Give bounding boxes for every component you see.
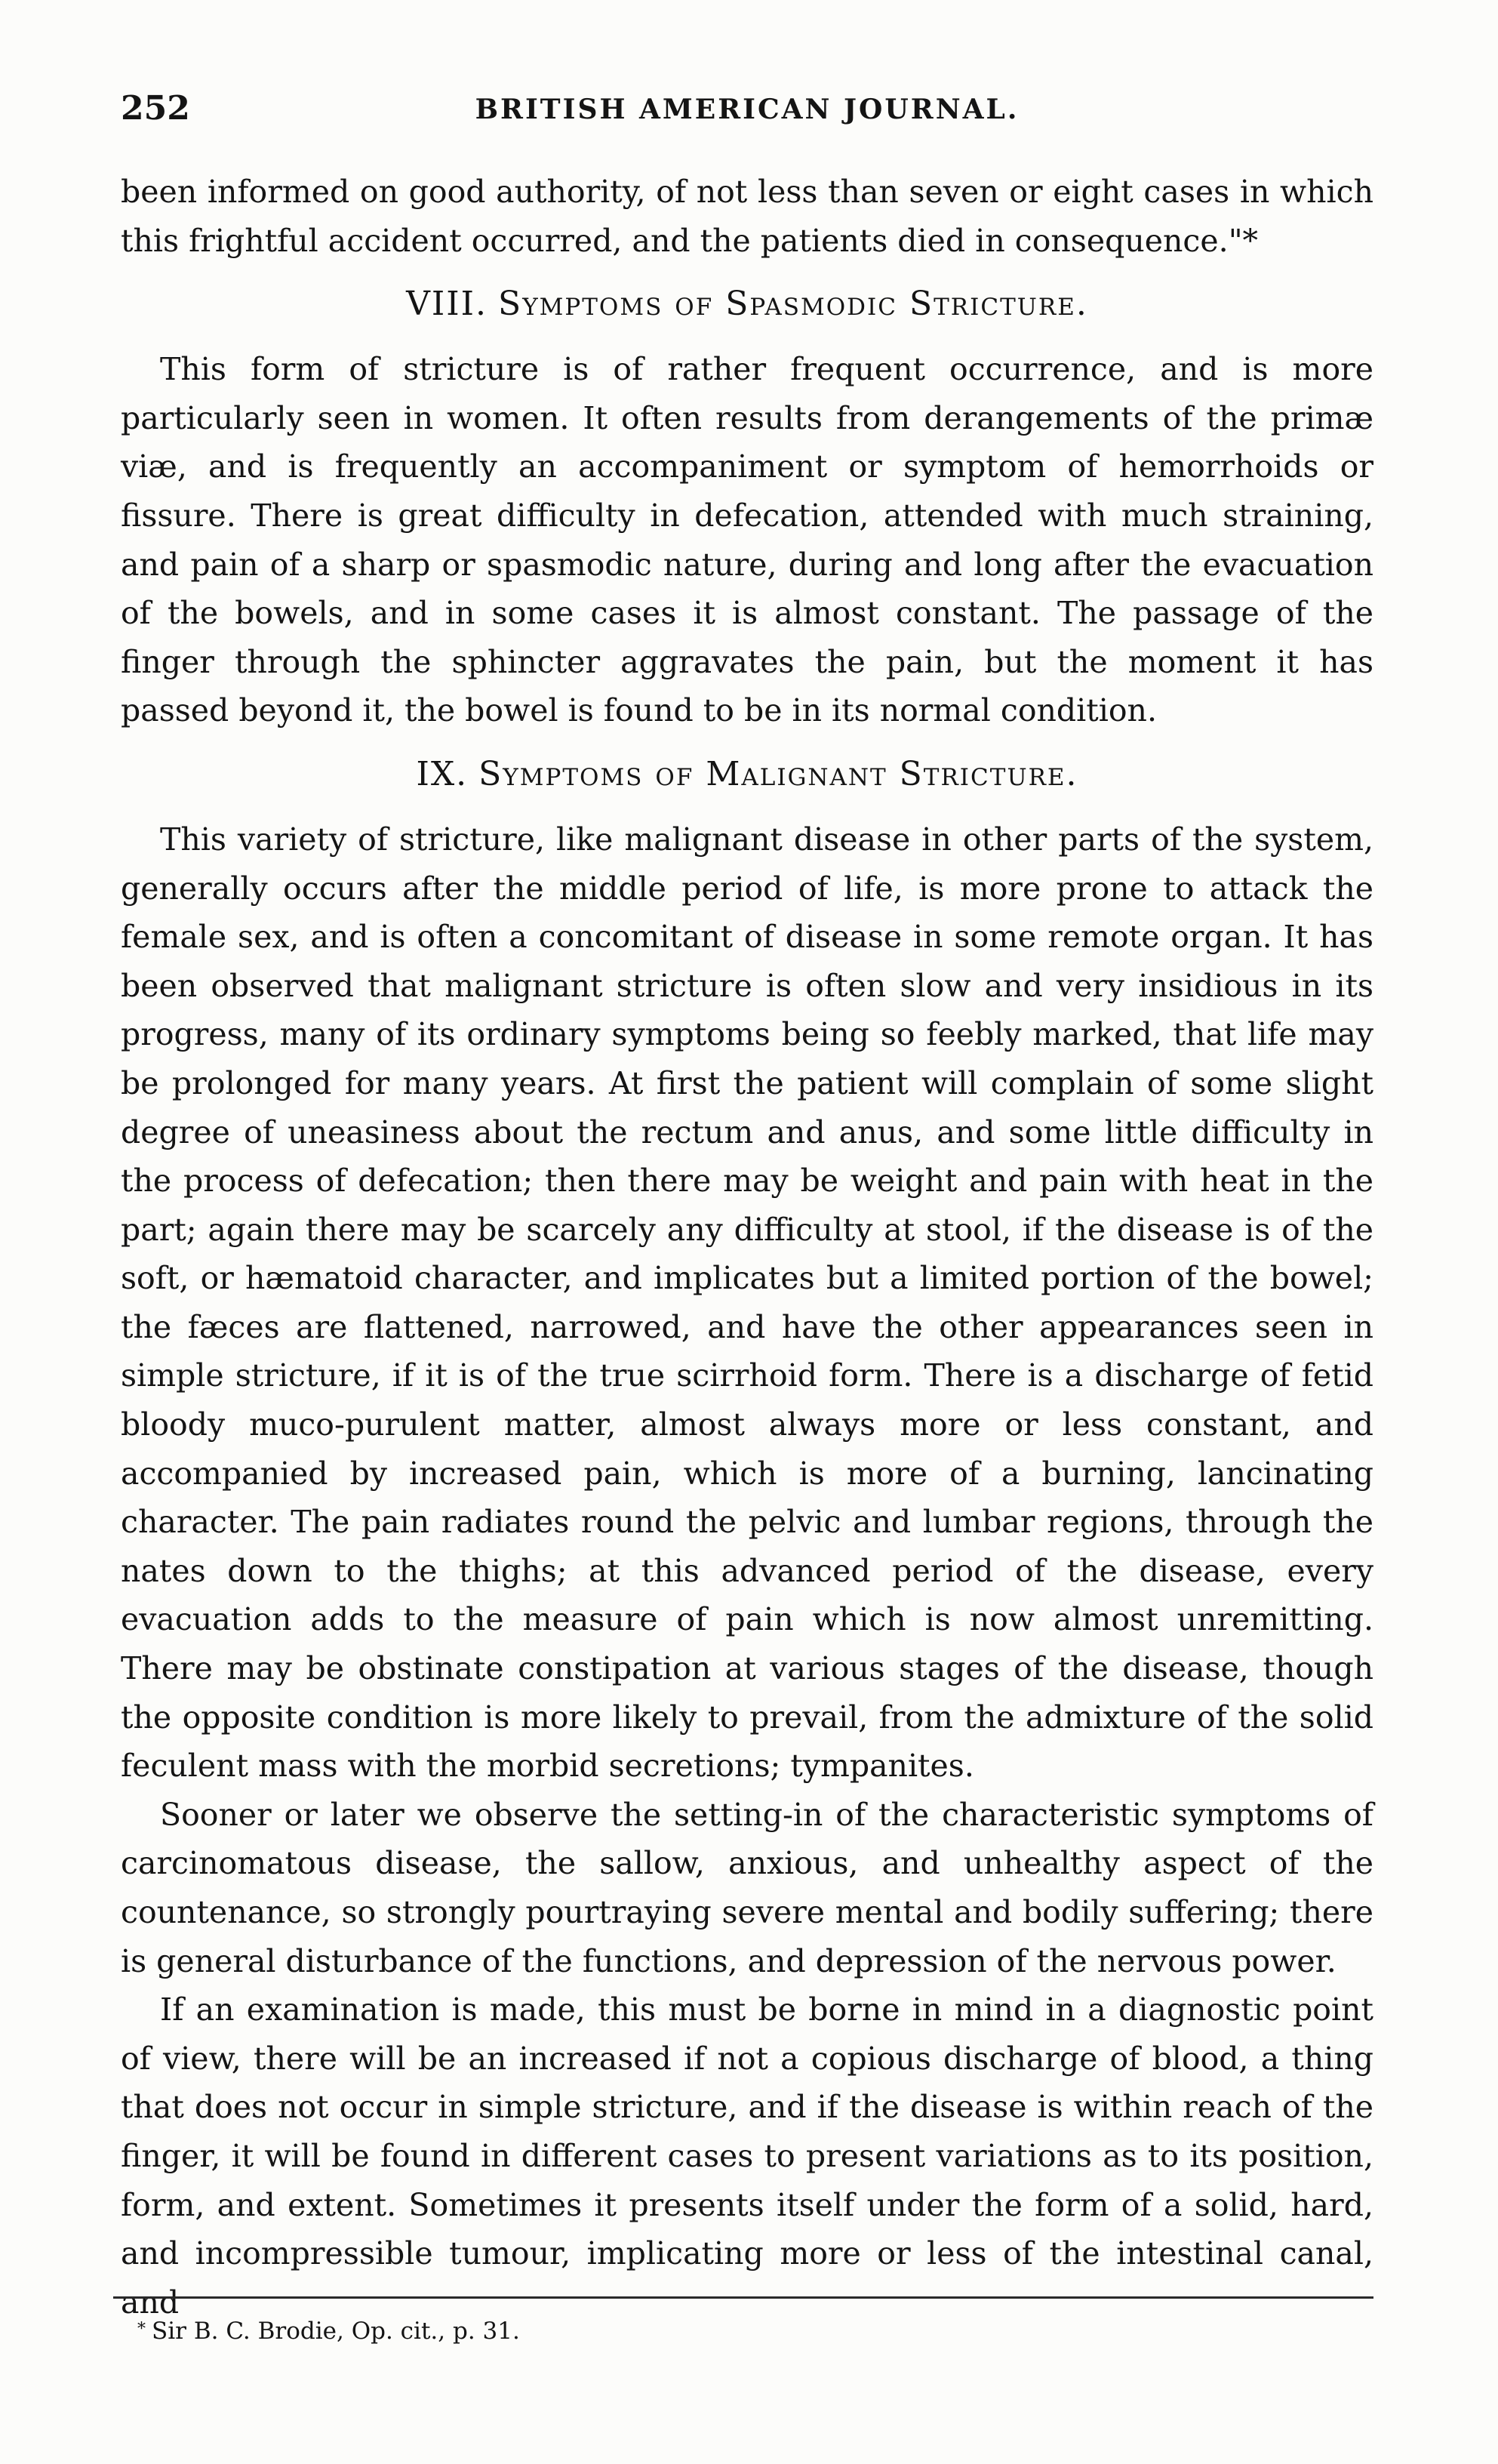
page-header [121, 89, 1373, 134]
footnote-marker: * [137, 2320, 146, 2339]
paragraph-spasmodic: This form of stricture is of rather frequent occurrence, and is more particularly seen in women. It often results from derangements of the primæ viæ, and is frequently an accompaniment or symptom of hemorrhoids or fissure. There is great difficulty in defecation, attended with much straining, and pain of a sharp or spasmodic nature, during and long after the evacuation of the bowels, and in some cases it is almost constant. The passage of the finger through the sphincter aggravates the pain, but the moment it has passed beyond it, the bowel is found to be in its normal condition. [121, 351, 1373, 729]
footnote [137, 2318, 520, 2345]
paragraph-examination: If an examination is made, this must be borne in mind in a diagnostic point of view, there will be an increased if not a copious discharge of blood, a thing that does not occur in simple stricture, and if the disease is within reach of the finger, it will be found in different cases to present variations as to its position, form, and extent. Sometimes it presents itself under the form of a solid, hard, and incompressible tumour, implicating more or less of the intestinal canal, and [121, 1991, 1373, 2321]
body-text [121, 168, 1373, 2327]
section-heading-malignant [121, 752, 1373, 797]
section-heading-spasmodic [121, 282, 1373, 327]
paragraph-continued: been informed on good authority, of not less than seven or eight cases in which this frightful accident occurred, and the patients died in consequence."* [121, 174, 1373, 259]
paragraph-malignant: This variety of stricture, like malignant disease in other parts of the system, generally occurs after the middle period of life, is more prone to attack the female sex, and is often a concomitant of disease in some remote organ. It has been observed that malignant stricture is often slow and very insidious in its progress, many of its ordinary symptoms being so feebly marked, that life may be prolonged for many years. At first the patient will complain of some slight degree of uneasiness about the rectum and anus, and some little difficulty in the process of defecation; then there may be weight and pain with heat in the part; again there may be scarcely any difficulty at stool, if the disease is of the soft, or hæmatoid character, and implicates but a limited portion of the bowel; the fæces are flattened, narrowed, and have the other appearances seen in simple stricture, if it is of the true scirrhoid form. There is a discharge of fetid bloody muco-purulent matter, almost always more or less constant, and accompanied by increased pain, which is more of a burning, lancinating character. The pain radiates round the pelvic and lumbar regions, through the nates down to the thighs; at this advanced period of the disease, every evacuation adds to the measure of pain which is now almost unremitting. There may be obstinate constipation at various stages of the disease, though the opposite condition is more likely to prevail, from the admixture of the solid feculent mass with the morbid secretions; tympanites. [121, 821, 1373, 1785]
section-title: Symptoms of Malignant Stricture. [478, 754, 1078, 793]
running-head: BRITISH AMERICAN JOURNAL. [475, 94, 1020, 125]
section-numeral: VIII. [406, 285, 488, 324]
footnote-text: Sir B. C. Brodie, Op. cit., p. 31. [152, 2318, 520, 2345]
section-numeral: IX. [416, 754, 469, 793]
section-title: Symptoms of Spasmodic Stricture. [498, 285, 1088, 324]
page-number: 252 [121, 89, 190, 128]
footnote-rule [113, 2296, 1373, 2299]
paragraph-carcinomatous: Sooner or later we observe the setting-in of the characteristic symptoms of carcinomatous disease, the sallow, anxious, and unhealthy aspect of the countenance, so strongly pourtraying severe mental and bodily suffering; there is general disturbance of the functions, and depression of the nervous power. [121, 1796, 1373, 1979]
